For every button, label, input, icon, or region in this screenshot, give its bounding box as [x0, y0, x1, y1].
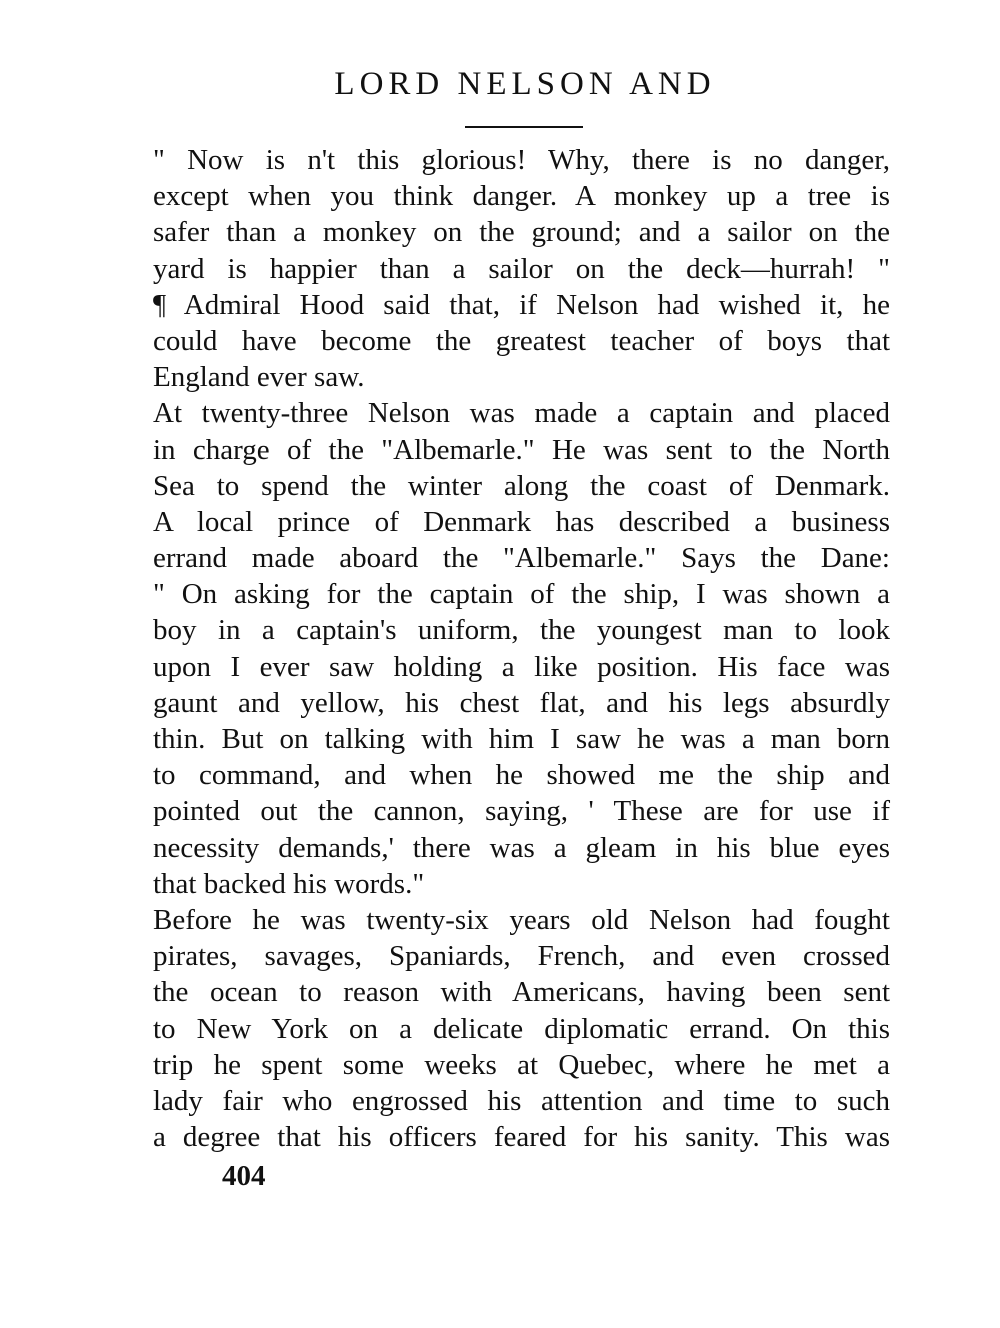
text-line: a degree that his officers feared for his sanity. This was	[153, 1121, 890, 1154]
text-line: lady fair who engrossed his attention and time to such	[153, 1084, 890, 1117]
text-line: yard is happier than a sailor on the deck—hurrah! "	[153, 252, 890, 285]
text-line: ¶ Admiral Hood said that, if Nelson had wished it, he	[153, 288, 890, 321]
text-line: boy in a captain's uniform, the youngest man to look	[153, 614, 890, 647]
body-text	[153, 142, 890, 1155]
text-line: trip he spent some weeks at Quebec, where he met a	[153, 1048, 890, 1081]
text-line: in charge of the "Albemarle." He was sent to the North	[153, 433, 890, 466]
text-line: England ever saw.	[153, 361, 365, 394]
text-line: Sea to spend the winter along the coast of Denmark.	[153, 469, 890, 502]
text-line: pointed out the cannon, saying, ' These are for use if	[153, 795, 890, 828]
text-line: the ocean to reason with Americans, having been sent	[153, 976, 890, 1009]
text-line: A local prince of Denmark has described a business	[153, 505, 890, 538]
text-line: errand made aboard the "Albemarle." Says the Dane:	[153, 542, 890, 575]
text-line: " Now is n't this glorious! Why, there is no danger,	[153, 144, 890, 176]
text-line: thin. But on talking with him I saw he was a man born	[153, 723, 890, 755]
text-line: " On asking for the captain of the ship, I was shown a	[153, 578, 890, 611]
running-head: LORD NELSON AND	[334, 66, 716, 102]
text-line: to New York on a delicate diplomatic errand. On this	[153, 1012, 890, 1045]
text-line: gaunt and yellow, his chest flat, and his legs absurdly	[153, 686, 890, 719]
header-rule	[465, 126, 583, 128]
page-number: 404	[222, 1160, 266, 1192]
text-line: upon I ever saw holding a like position. His face was	[153, 650, 890, 683]
text-line: safer than a monkey on the ground; and a sailor on the	[153, 216, 890, 249]
text-line: pirates, savages, Spaniards, French, and even crossed	[153, 940, 890, 973]
text-line: necessity demands,' there was a gleam in his blue eyes	[153, 831, 890, 864]
text-line: except when you think danger. A monkey up a tree is	[153, 180, 890, 213]
text-line: At twenty-three Nelson was made a captain and placed	[153, 397, 890, 430]
text-line: to command, and when he showed me the ship and	[153, 759, 890, 792]
text-line: Before he was twenty-six years old Nelson had fought	[153, 903, 890, 936]
text-line: could have become the greatest teacher of boys that	[153, 324, 890, 357]
text-line: that backed his words."	[153, 867, 425, 900]
